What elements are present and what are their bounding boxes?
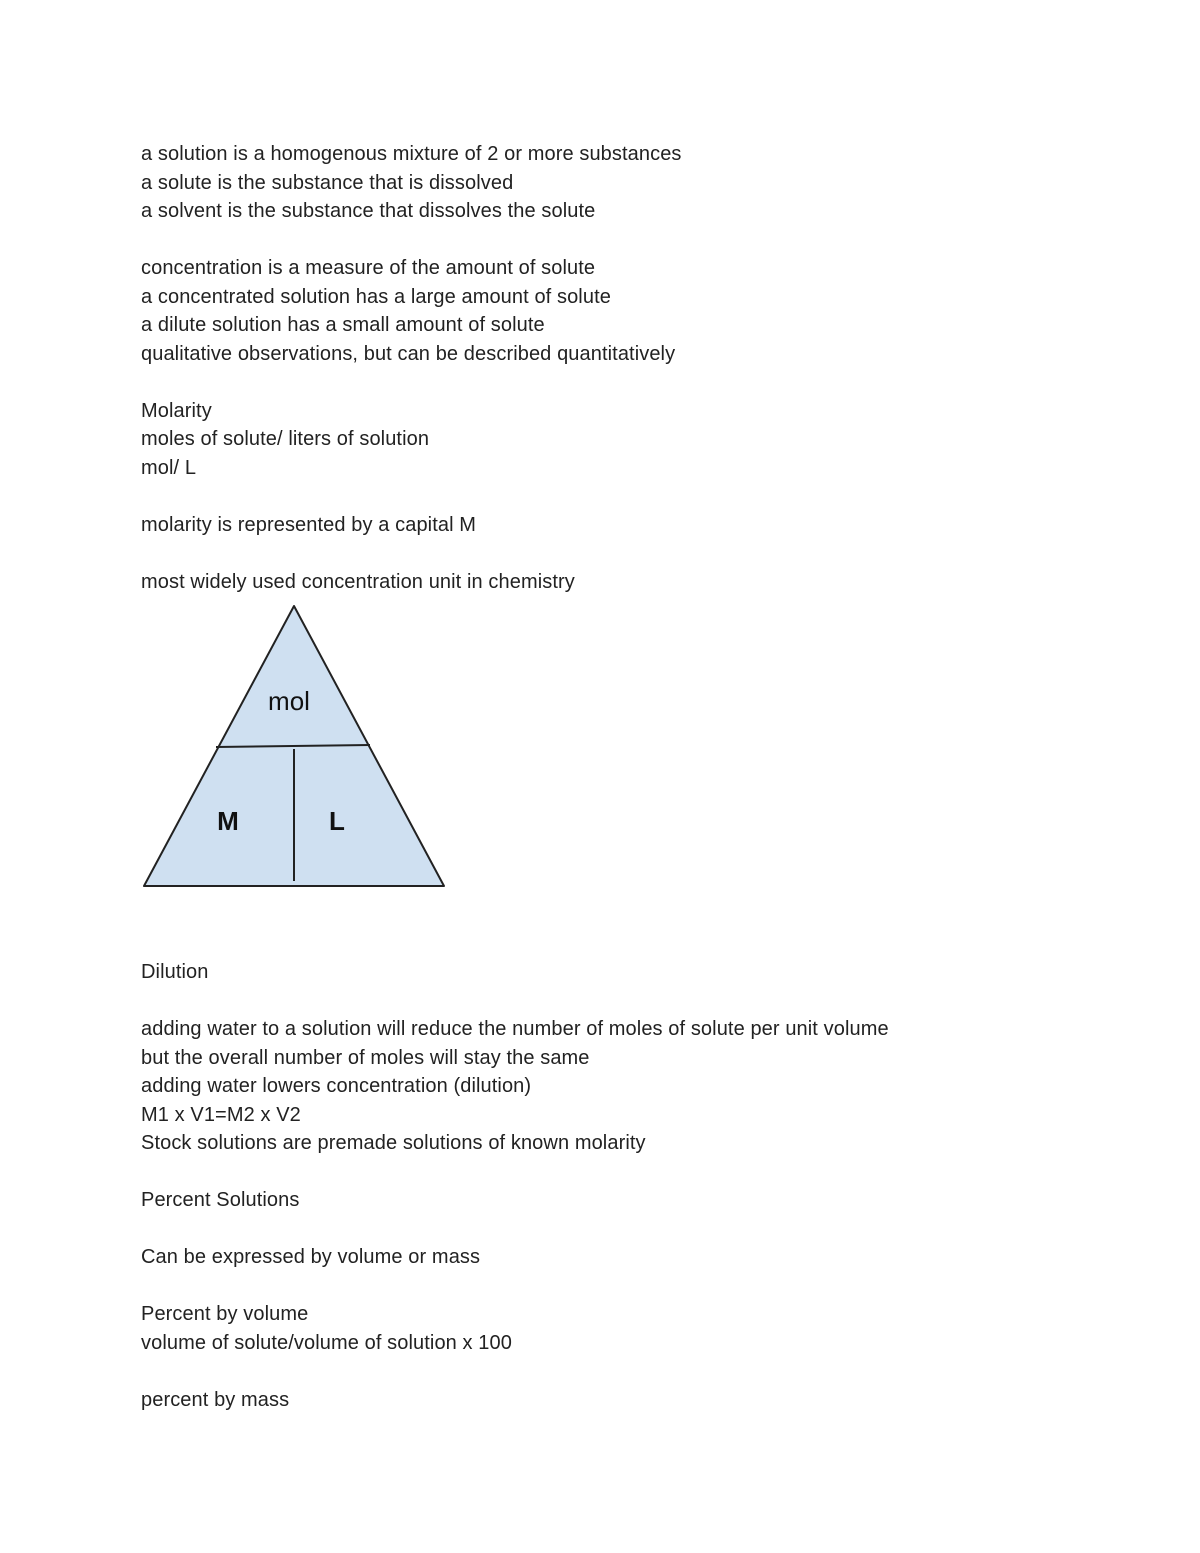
percent-volume-formula: volume of solute/volume of solution x 100: [141, 1331, 512, 1354]
triangle-svg: [141, 604, 461, 904]
text-line: Stock solutions are premade solutions of known molarity: [141, 1132, 646, 1154]
text-line: Can be expressed by volume or mass: [141, 1246, 481, 1268]
text-line: a concentrated solution has a large amount of solute: [141, 285, 611, 308]
triangle-label-l: L: [329, 806, 345, 836]
molarity-triangle-diagram: [141, 596, 1101, 958]
subheading-percent-by-mass: percent by mass: [141, 1388, 290, 1411]
text-line: qualitative observations, but can be described quantitatively: [141, 342, 676, 365]
blank-line: [141, 1215, 1101, 1244]
text-line: mol/ L: [141, 456, 197, 479]
blank-line: [141, 368, 1101, 397]
blank-line: [141, 482, 1101, 511]
text-line: molarity is represented by a capital M: [141, 513, 477, 536]
text-line: a dilute solution has a small amount of solute: [141, 314, 545, 336]
text-line: adding water lowers concentration (dilution): [141, 1075, 532, 1097]
text-line: most widely used concentration unit in chemistry: [141, 570, 575, 593]
text-line: a solution is a homogenous mixture of 2 or more substances: [141, 143, 682, 165]
dilution-formula: M1 x V1=M2 x V2: [141, 1103, 301, 1126]
section-heading-molarity: Molarity: [141, 399, 212, 422]
triangle-label-mol: mol: [268, 686, 310, 716]
text-line: adding water to a solution will reduce the number of moles of solute per unit volume: [141, 1018, 889, 1040]
blank-line: [141, 1272, 1101, 1301]
blank-line: [141, 539, 1101, 568]
section-heading-percent-solutions: Percent Solutions: [141, 1189, 300, 1211]
blank-line: [141, 1357, 1101, 1386]
text-line: but the overall number of moles will stay the same: [141, 1046, 590, 1069]
text-line: moles of solute/ liters of solution: [141, 428, 430, 450]
blank-line: [141, 987, 1101, 1016]
text-line: concentration is a measure of the amount of solute: [141, 257, 596, 279]
blank-line: [141, 1158, 1101, 1187]
subheading-percent-by-volume: Percent by volume: [141, 1303, 309, 1325]
document-page: [141, 140, 1101, 1414]
text-line: a solvent is the substance that dissolves the solute: [141, 200, 596, 222]
blank-line: [141, 226, 1101, 255]
triangle-label-m: M: [217, 806, 239, 836]
text-line: a solute is the substance that is dissolved: [141, 171, 514, 194]
section-heading-dilution: Dilution: [141, 961, 209, 983]
